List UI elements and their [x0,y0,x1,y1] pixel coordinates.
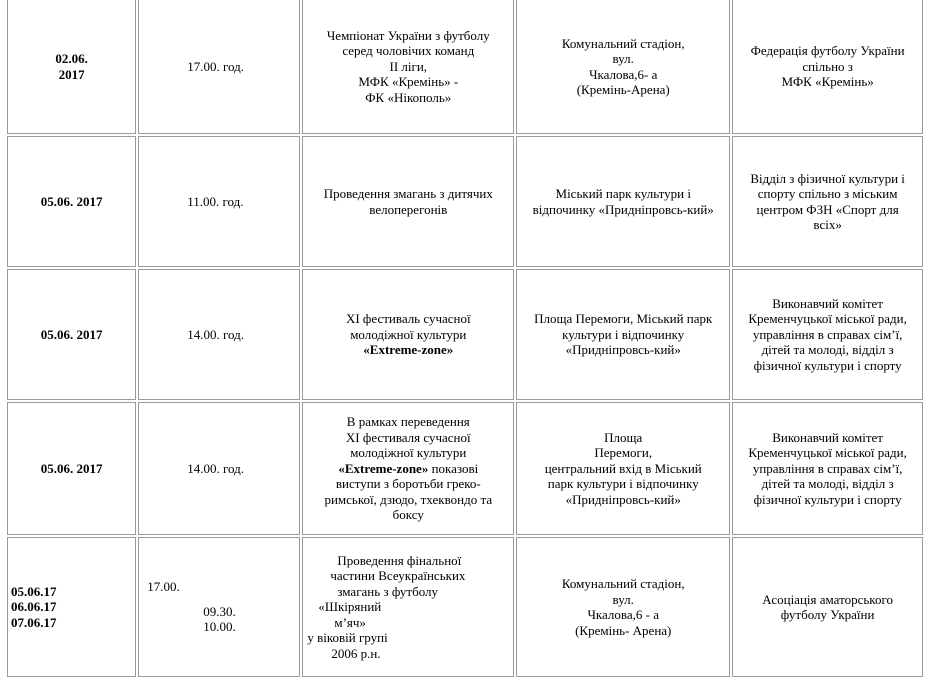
festival-name: «Extreme-zone» [363,342,454,358]
time-line: 17.00. [147,579,180,595]
organizer-cell: Відділ з фізичної культури і спорту спільно з міським центром ФЗН «Спорт для всіх» [732,136,923,267]
festival-name: «Extreme-zone» [338,460,429,476]
date-line: 05.06.17 [11,583,57,599]
event-line: Проведення фінальної [337,552,462,568]
date-line: 07.06.17 [11,614,57,630]
event-cell: Проведення змагань з дитячих велоперегонів [302,136,514,267]
organizer-cell: Виконавчий комітет Кременчуцької міської ради, управління в справах сім’ї, дітей та молоді, відділ з фізичної культури і спорту [732,402,923,535]
table-row [7,402,923,535]
event-line: «Шкіряний [318,599,382,615]
place-cell: Міський парк культури і відпочинку «Придніпровсь-кий» [516,136,730,267]
time-cell: 14.00. год. [138,402,300,535]
time-cell [138,537,300,677]
date-cell: 02.06. 2017 [7,0,136,134]
event-cell [302,537,514,677]
date-cell: 05.06. 2017 [7,269,136,400]
time-line: 09.30. [203,603,236,619]
event-text: ХІ фестиваль сучасної молодіжної культури [345,311,471,342]
events-schedule-table [5,0,925,679]
event-line: частини Всеукраїнських [330,568,466,584]
event-line: змагань з футболу [337,583,439,599]
place-cell: Комунальний стадіон, вул. Чкалова,6- а (Кремінь-Арена) [516,0,730,134]
date-cell: 05.06. 2017 [7,402,136,535]
event-cell: Чемпіонат України з футболу серед чоловічих команд ІІ ліги, МФК «Кремінь» - ФК «Нікополь» [302,0,514,134]
time-line: 10.00. [203,619,236,635]
event-line: у віковій групі [307,630,388,646]
event-line: 2006 р.н. [331,645,381,661]
time-cell: 17.00. год. [138,0,300,134]
place-cell: Площа Перемоги, центральний вхід в Міський парк культури і відпочинку «Придніпровсь-кий» [516,402,730,535]
event-line: м’яч» [334,614,366,630]
event-cell [302,269,514,400]
table-row [7,136,923,267]
event-cell [302,402,514,535]
event-text-continued: показові виступи з боротьби греко- римської, дзюдо, тхеквондо та боксу [324,460,493,523]
table-row [7,0,923,134]
event-text: В рамках переведення ХІ фестиваля сучасної молодіжної культури [345,414,471,461]
organizer-cell: Асоціація аматорського футболу України [732,537,923,677]
time-cell: 11.00. год. [138,136,300,267]
date-cell [7,537,136,677]
date-cell: 05.06. 2017 [7,136,136,267]
date-line: 06.06.17 [11,599,57,615]
table-row [7,269,923,400]
organizer-cell: Федерація футболу України спільно з МФК «Кремінь» [732,0,923,134]
organizer-cell: Виконавчий комітет Кременчуцької міської ради, управління в справах сім’ї, дітей та молоді, відділ з фізичної культури і спорту [732,269,923,400]
table-row [7,537,923,677]
place-cell: Площа Перемоги, Міський парк культури і відпочинку «Придніпровсь-кий» [516,269,730,400]
time-cell: 14.00. год. [138,269,300,400]
place-cell: Комунальний стадіон, вул. Чкалова,6 - а (Кремінь- Арена) [516,537,730,677]
